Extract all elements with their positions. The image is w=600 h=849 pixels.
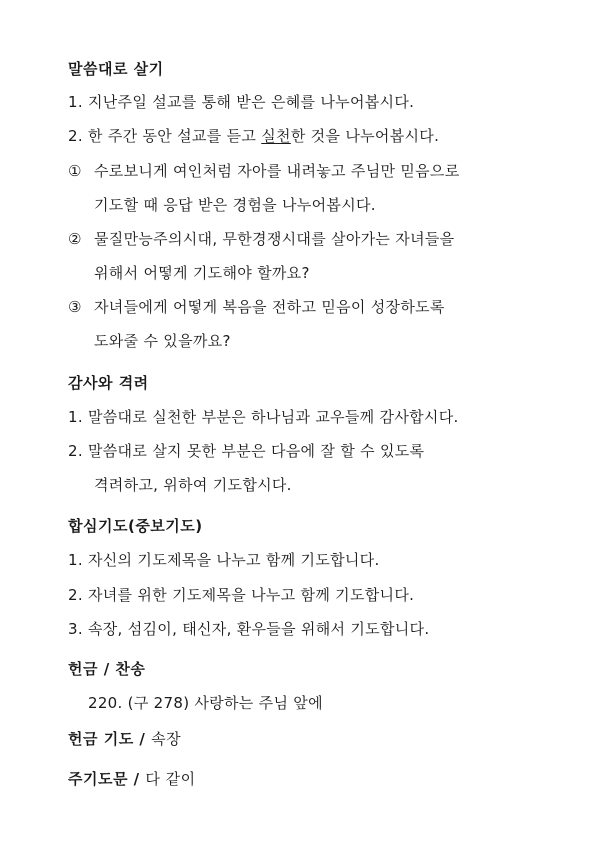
sub-item-text: 수로보니게 여인처럼 자아를 내려놓고 주님만 믿음으로 [94,162,460,180]
sub-item-continuation: 기도할 때 응답 받은 경험을 나누어봅시다. [94,196,376,214]
section-heading-united-prayer: 합심기도(중보기도) [68,517,203,535]
underlined-word: 실천 [261,127,291,145]
heading-label: 헌금 기도 / [68,730,152,748]
list-item: 1. 지난주일 설교를 통해 받은 은혜를 나누어봅시다. [68,93,415,111]
circled-number-3: ③ [68,298,82,316]
sub-item-continuation: 도와줄 수 있을까요? [94,332,231,350]
heading-label: 주기도문 / [68,770,146,788]
section-heading-offering-hymn: 헌금 / 찬송 [68,660,146,678]
list-item [68,125,439,146]
sub-item-text: 물질만능주의시대, 무한경쟁시대를 살아가는 자녀들을 [94,230,455,248]
heading-value: 다 같이 [145,770,196,788]
sub-item-continuation: 위해서 어떻게 기도해야 할까요? [94,264,310,282]
section-heading-lords-prayer [68,768,196,789]
list-item-continuation: 격려하고, 위하여 기도합시다. [94,476,292,494]
sub-item-3 [68,296,445,317]
sub-item-1 [68,160,460,181]
hymn-line: 220. (구 278) 사랑하는 주님 앞에 [88,694,323,712]
list-item: 1. 자신의 기도제목을 나누고 함께 기도합니다. [68,551,380,569]
list-item: 2. 자녀를 위한 기도제목을 나누고 함께 기도합니다. [68,586,415,604]
circled-number-2: ② [68,230,82,248]
section-heading-thanks-encouragement: 감사와 격려 [68,374,149,392]
list-item-text: 2. 한 주간 동안 설교를 듣고 [68,127,262,145]
sub-item-text: 자녀들에게 어떻게 복음을 전하고 믿음이 성장하도록 [94,298,445,316]
section-heading-living-word: 말씀대로 살기 [68,60,164,78]
sub-item-2 [68,228,454,249]
circled-number-1: ① [68,162,82,180]
list-item-text: 한 것을 나누어봅시다. [290,127,440,145]
list-item: 2. 말씀대로 살지 못한 부분은 다음에 잘 할 수 있도록 [68,442,425,460]
list-item: 3. 속장, 섬김이, 태신자, 환우들을 위해서 기도합니다. [68,620,430,638]
list-item: 1. 말씀대로 실천한 부분은 하나님과 교우들께 감사합시다. [68,408,459,426]
heading-value: 속장 [151,730,182,748]
section-heading-offering-prayer [68,728,181,749]
